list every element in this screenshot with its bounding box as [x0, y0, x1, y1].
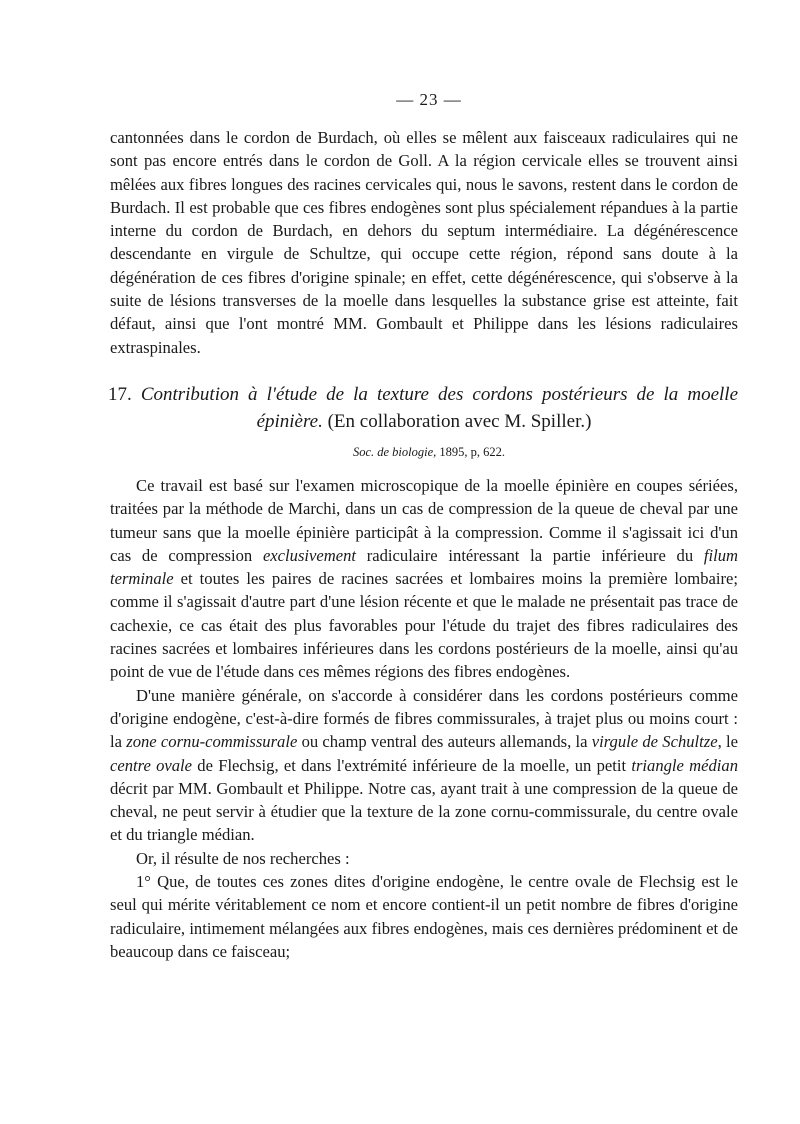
page-number: — 23 —	[396, 90, 462, 109]
body-paragraph-3: Or, il résulte de nos recherches :	[136, 848, 350, 868]
body-paragraph-2	[110, 684, 738, 847]
p2-text-5: décrit par MM. Gombault et Philippe. Notre cas, ayant trait à une compression de la queue de cheval, ne peut servir à étudier que la texture de la zone cornu-commissurale, du centre ovale et du triangle médian.	[110, 778, 738, 845]
source-citation	[120, 445, 738, 460]
section-title-italic: Contribution à l'étude de la texture des cordons postérieurs de la moelle épinière.	[140, 383, 738, 432]
p2-emphasis-1: zone cornu-commissurale	[126, 732, 298, 752]
p2-emphasis-4: triangle médian	[631, 755, 738, 775]
section-title-collaboration: (En collaboration avec M. Spiller.)	[327, 410, 592, 432]
p2-text-3: , le	[717, 732, 738, 752]
p2-text-4: de Flechsig, et dans l'extrémité inférieure de la moelle, un petit	[192, 755, 632, 775]
source-reference: 1895, p, 622.	[439, 444, 506, 459]
p1-text-2: radiculaire intéressant la partie inférieure du	[356, 545, 704, 565]
p2-text-1: D'une manière générale, on s'accorde à considérer dans les cordons postérieurs comme d'origine endogène, c'est-à-dire formés de fibres commissurales, à trajet plus ou moins court : la	[110, 685, 738, 752]
source-journal: Soc. de biologie,	[352, 444, 437, 459]
p1-text-1: Ce travail est basé sur l'examen microscopique de la moelle épinière en coupes sériées, traitées par la méthode de Marchi, dans un cas de compression de la queue de cheval par une tumeur sans que la moelle épinière participât à la compression. Comme il s'agissait ici d'un cas de compression	[110, 475, 738, 565]
p1-emphasis-2: filum terminale	[110, 545, 738, 589]
p1-emphasis-1: exclusivement	[262, 545, 356, 565]
p2-emphasis-3: centre ovale	[110, 755, 193, 775]
p2-emphasis-2: virgule de Schultze	[591, 732, 718, 752]
section-number: 17.	[108, 383, 132, 405]
p2-text-2: ou champ ventral des auteurs allemands, la	[297, 732, 592, 752]
body-paragraph-4: 1° Que, de toutes ces zones dites d'origine endogène, le centre ovale de Flechsig est le seul qui mérite véritablement ce nom et encore contient-il un petit nombre de fibres d'origine radiculaire, intimement mélangées aux fibres endogènes, mais ces dernières prédominent et de beaucoup dans ce faisceau;	[110, 872, 738, 961]
p1-text-3: et toutes les paires de racines sacrées et lombaires moins la première lombaire; comme il s'agissait d'autre part d'une lésion récente et que le malade ne présentait pas trace de cachexie, ce cas était des plus favorables pour l'étude du trajet des fibres radiculaires des racines sacrées et lombaires inférieures dans les cordons postérieurs de la moelle, ainsi qu'au point de vue de l'étude dans ces mêmes régions des fibres endogènes.	[110, 569, 738, 682]
section-heading	[110, 381, 738, 435]
body-paragraph-1	[110, 474, 738, 684]
intro-paragraph: cantonnées dans le cordon de Burdach, où elles se mêlent aux faisceaux radiculaires qui ne sont pas encore entrés dans le cordon de Goll. A la région cervicale elles se trouvent ainsi mêlées aux fibres longues des racines cervicales qui, nous le savons, restent dans le cordon de Burdach. Il est probable que ces fibres endogènes sont plus spécialement répandues à la partie interne du cordon de Burdach, en dehors du septum intermédiaire. La dégénérescence descendante en virgule de Schultze, qui occupe cette région, répond sans doute à la dégénération de ces fibres d'origine spinale; en effet, cette dégénérescence, qui s'observe à la suite de lésions transverses de la moelle dans lesquelles la substance grise est atteinte, fait défaut, ainsi que l'ont montré MM. Gombault et Philippe dans les lésions radiculaires extraspinales.	[110, 128, 738, 357]
